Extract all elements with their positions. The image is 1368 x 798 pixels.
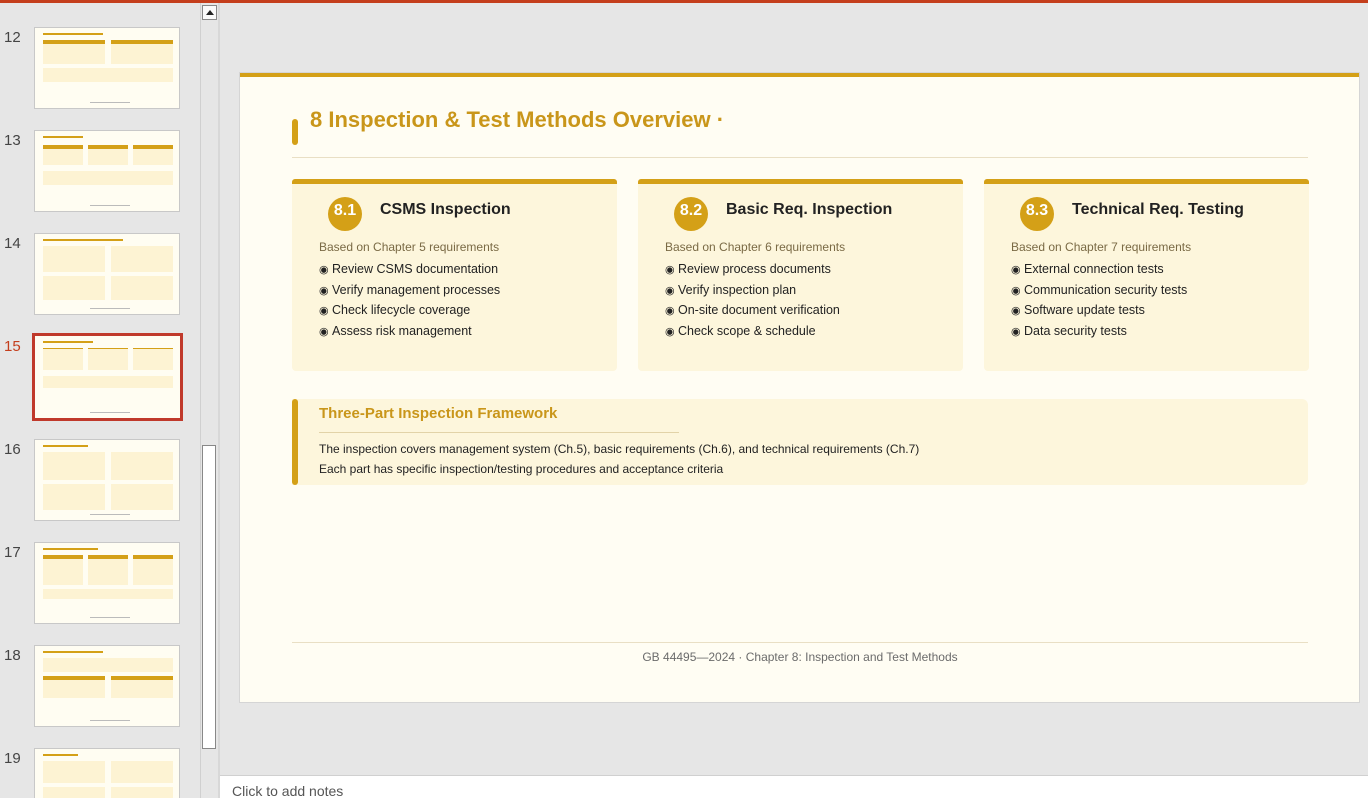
- radio-bullet-icon: ◉: [319, 325, 329, 338]
- list-item: ◉ Data security tests: [1011, 321, 1187, 342]
- list-item: ◉ Assess risk management: [319, 321, 500, 342]
- card-title: Basic Req. Inspection: [726, 201, 893, 218]
- slide-top-bar: [240, 73, 1359, 77]
- slide-number: 16: [4, 441, 21, 458]
- slide-number: 14: [4, 235, 21, 252]
- card-number-badge: 8.2: [674, 197, 708, 231]
- scrollbar-thumb[interactable]: [202, 445, 216, 749]
- radio-bullet-icon: ◉: [319, 264, 329, 276]
- thumbnail-image[interactable]: [34, 27, 180, 109]
- callout-line-2: Each part has specific inspection/testing procedures and acceptance criteria: [319, 462, 724, 476]
- thumbnail-image[interactable]: [32, 333, 183, 421]
- thumbnail-image[interactable]: [34, 645, 180, 727]
- title-divider: [292, 157, 1308, 158]
- slide-thumbnail-16[interactable]: [0, 439, 200, 529]
- radio-bullet-icon: ◉: [665, 264, 675, 276]
- slide-thumbnail-19[interactable]: [0, 748, 200, 798]
- list-item: ◉ Review CSMS documentation: [319, 259, 500, 280]
- card-subtitle: Based on Chapter 5 requirements: [319, 240, 500, 254]
- thumbnail-image[interactable]: [34, 439, 180, 521]
- list-item: ◉ Check lifecycle coverage: [319, 300, 500, 321]
- card-csms-inspection[interactable]: [292, 179, 617, 371]
- slide-number: 17: [4, 544, 21, 561]
- list-item: ◉ Check scope & schedule: [665, 321, 840, 342]
- list-item: ◉ Verify inspection plan: [665, 280, 840, 301]
- thumbnail-image[interactable]: [34, 130, 180, 212]
- framework-callout[interactable]: [292, 399, 1308, 485]
- slide-number: 13: [4, 132, 21, 149]
- slide-thumbnail-18[interactable]: [0, 645, 200, 735]
- slide-number: 12: [4, 29, 21, 46]
- slide-title[interactable]: 8 Inspection & Test Methods Overview ·: [310, 107, 725, 132]
- footer-divider: [292, 642, 1308, 643]
- card-number-badge: 8.1: [328, 197, 362, 231]
- notes-pane[interactable]: [220, 775, 1368, 798]
- notes-placeholder[interactable]: Click to add notes: [232, 783, 344, 798]
- slide-thumbnail-14[interactable]: [0, 233, 200, 323]
- radio-bullet-icon: ◉: [665, 284, 675, 297]
- list-item: ◉ Verify management processes: [319, 280, 500, 301]
- radio-bullet-icon: ◉: [319, 284, 329, 297]
- list-item: ◉ On-site document verification: [665, 300, 840, 321]
- pane-splitter[interactable]: [218, 3, 220, 798]
- thumbnail-scrollbar[interactable]: [200, 3, 218, 798]
- slide-thumbnail-pane[interactable]: [0, 3, 200, 798]
- slide-number: 18: [4, 647, 21, 664]
- radio-bullet-icon: ◉: [319, 305, 329, 317]
- card-subtitle: Based on Chapter 6 requirements: [665, 240, 846, 254]
- card-top-bar: [638, 179, 963, 184]
- card-title: Technical Req. Testing: [1072, 201, 1244, 218]
- slide-thumbnail-12[interactable]: [0, 27, 200, 117]
- list-item: ◉ External connection tests: [1011, 259, 1187, 280]
- slide-footer: GB 44495—2024 · Chapter 8: Inspection and Test Methods: [642, 650, 958, 664]
- slide-number: 15: [4, 338, 21, 355]
- card-basic-req-inspection[interactable]: [638, 179, 963, 371]
- card-top-bar: [984, 179, 1309, 184]
- radio-bullet-icon: ◉: [1011, 264, 1021, 276]
- card-subtitle: Based on Chapter 7 requirements: [1011, 240, 1192, 254]
- card-technical-req-testing[interactable]: [984, 179, 1309, 371]
- slide-thumbnail-11[interactable]: [0, 3, 200, 5]
- callout-title: Three-Part Inspection Framework: [319, 405, 558, 422]
- slide-thumbnail-17[interactable]: [0, 542, 200, 632]
- list-item: ◉ Communication security tests: [1011, 280, 1187, 301]
- thumbnail-image[interactable]: [34, 748, 180, 798]
- slide-number: 19: [4, 750, 21, 767]
- radio-bullet-icon: ◉: [1011, 284, 1021, 297]
- list-item: ◉ Review process documents: [665, 259, 840, 280]
- thumbnail-image[interactable]: [34, 542, 180, 624]
- list-item: ◉ Software update tests: [1011, 300, 1187, 321]
- thumbnail-image[interactable]: [34, 233, 180, 315]
- card-item-list: [665, 259, 840, 341]
- radio-bullet-icon: ◉: [1011, 325, 1021, 338]
- radio-bullet-icon: ◉: [665, 305, 675, 317]
- slide-thumbnail-13[interactable]: [0, 130, 200, 220]
- radio-bullet-icon: ◉: [1011, 305, 1021, 317]
- card-title: CSMS Inspection: [380, 201, 511, 218]
- slide-canvas[interactable]: [239, 72, 1360, 703]
- scroll-up-arrow-icon[interactable]: [202, 5, 217, 20]
- card-number-badge: 8.3: [1020, 197, 1054, 231]
- slide-thumbnail-15[interactable]: [0, 336, 200, 426]
- title-accent-bar: [292, 119, 298, 145]
- card-item-list: [319, 259, 500, 341]
- radio-bullet-icon: ◉: [665, 325, 675, 338]
- callout-accent-bar: [292, 399, 298, 485]
- card-item-list: [1011, 259, 1187, 341]
- card-top-bar: [292, 179, 617, 184]
- callout-line-1: The inspection covers management system (Ch.5), basic requirements (Ch.6), and technical requirements (Ch.7): [319, 442, 920, 456]
- callout-divider: [319, 432, 679, 433]
